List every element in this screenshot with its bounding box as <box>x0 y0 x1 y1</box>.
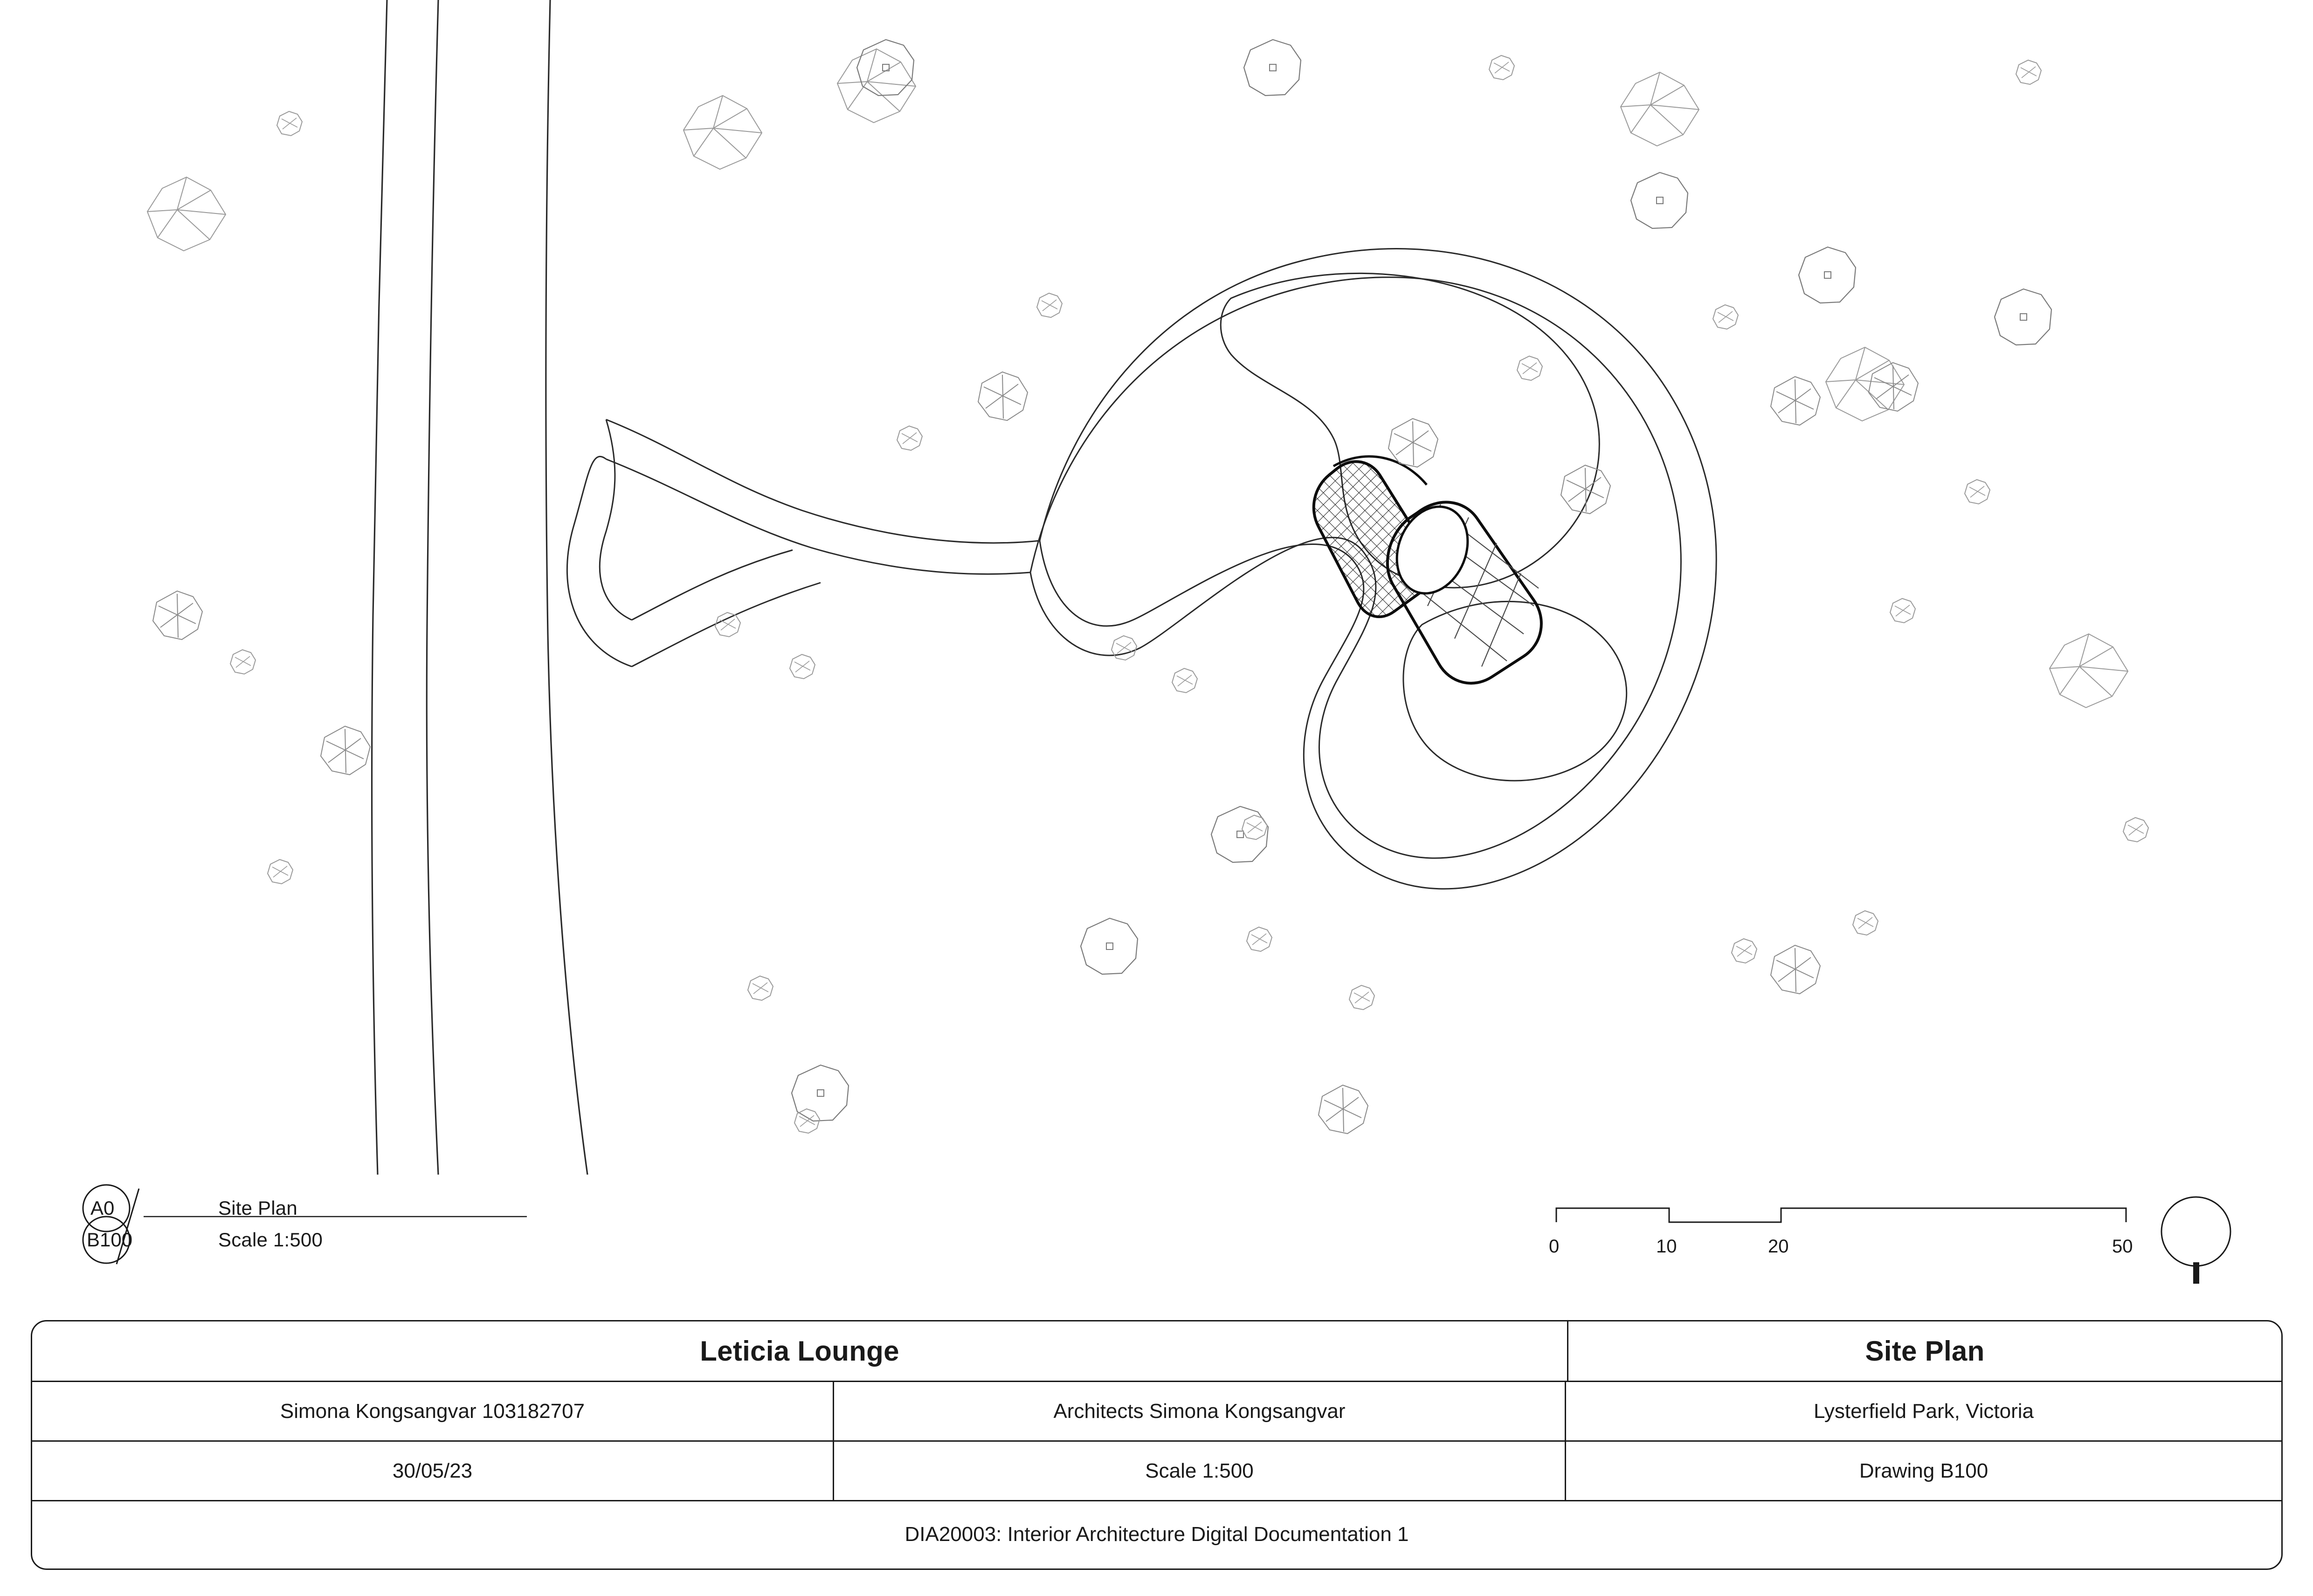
drawing-reference <box>47 1184 606 1277</box>
unit-cell: DIA20003: Interior Architecture Digital Documentation 1 <box>904 1523 1409 1546</box>
north-arrow-graphic <box>2149 1191 2252 1294</box>
location-cell: Lysterfield Park, Victoria <box>1814 1399 2034 1423</box>
graphic-scale-bar <box>1549 1203 2149 1286</box>
drawing-ref-bottom: B100 <box>87 1229 133 1251</box>
drawing-name-cell: Site Plan <box>1865 1335 1985 1367</box>
scale-tick-10: 10 <box>1656 1236 1677 1257</box>
title-block <box>31 1320 2283 1570</box>
author-cell: Simona Kongsangvar 103182707 <box>32 1382 834 1440</box>
practice-cell: Architects Simona Kongsangvar <box>834 1382 1566 1440</box>
drawing-ref-top: A0 <box>90 1197 115 1219</box>
building-footprint <box>1314 456 1541 683</box>
vegetation-layer <box>147 40 2148 1134</box>
drawing-number-cell: Drawing B100 <box>1859 1459 1988 1482</box>
scale-tick-20: 20 <box>1768 1236 1789 1257</box>
title-block-row-details <box>32 1442 2281 1501</box>
date-cell: 30/05/23 <box>32 1442 834 1500</box>
north-point-icon <box>2149 1191 2252 1294</box>
roads-layer <box>372 0 587 1175</box>
scale-tick-50: 50 <box>2112 1236 2133 1257</box>
scale-bar-graphic <box>1553 1203 2149 1259</box>
scale-tick-0: 0 <box>1549 1236 1560 1257</box>
sheet-annotations <box>0 1175 2313 1319</box>
title-block-row-header <box>32 1321 2281 1382</box>
drawing-label: Site Plan <box>218 1197 297 1219</box>
title-block-row-author <box>32 1382 2281 1442</box>
title-block-row-unit <box>32 1501 2281 1568</box>
path-network-layer <box>567 249 1716 889</box>
scale-cell: Scale 1:500 <box>834 1442 1566 1500</box>
drawing-scale-label: Scale 1:500 <box>218 1229 323 1251</box>
project-name-cell: Leticia Lounge <box>32 1321 1568 1381</box>
